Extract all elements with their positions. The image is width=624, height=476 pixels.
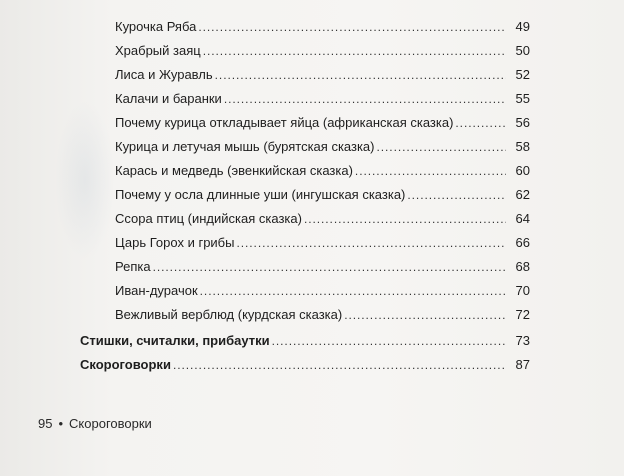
toc-dot-leader (377, 136, 507, 158)
toc-section-entry (80, 330, 530, 352)
toc-section-page: 73 (515, 333, 530, 348)
toc-dot-leader (203, 40, 506, 62)
toc-entry-title: Курочка Ряба (115, 19, 197, 34)
toc-entry (115, 40, 530, 62)
toc-dot-leader (407, 184, 506, 206)
toc-entry-title: Репка (115, 259, 151, 274)
toc-dot-leader (200, 280, 506, 302)
toc-section-title: Скороговорки (80, 357, 171, 372)
toc-entry-title: Лиса и Журавль (115, 67, 213, 82)
bleed-through-smudge (55, 100, 115, 260)
toc-entry-title: Ссора птиц (индийская сказка) (115, 211, 302, 226)
toc-dot-leader (224, 88, 506, 110)
footer-section-title: Скороговорки (69, 416, 152, 431)
toc-entry-title: Вежливый верблюд (курдская сказка) (115, 307, 343, 322)
toc-entry-page: 56 (515, 115, 530, 130)
toc-entry-title: Храбрый заяц (115, 43, 201, 58)
toc-entry (115, 160, 530, 182)
toc-entry (115, 232, 530, 254)
toc-entry-title: Карась и медведь (эвенкийская сказка) (115, 163, 353, 178)
toc-entry (115, 136, 530, 158)
toc-entry (115, 64, 530, 86)
footer-bullet: • (58, 416, 64, 431)
toc-section-entry (80, 354, 530, 376)
toc-entry-page: 58 (515, 139, 530, 154)
toc-entry-page: 62 (515, 187, 530, 202)
toc-entry-title: Царь Горох и грибы (115, 235, 235, 250)
footer-page-number: 95 (38, 416, 53, 431)
toc-entry-title: Почему курица откладывает яйца (африканская сказка) (115, 115, 454, 130)
toc-dot-leader (344, 304, 506, 326)
toc-dot-leader (198, 16, 506, 38)
toc-entry (115, 16, 530, 38)
toc-entry-title: Иван-дурачок (115, 283, 198, 298)
toc-entry (115, 280, 530, 302)
toc-entry-title: Калачи и баранки (115, 91, 222, 106)
running-footer (38, 414, 152, 434)
toc-entry-page: 64 (515, 211, 530, 226)
toc-entry (115, 184, 530, 206)
toc-section-title: Стишки, считалки, прибаутки (80, 333, 270, 348)
toc-entry-title: Курица и летучая мышь (бурятская сказка) (115, 139, 375, 154)
toc-entry-page: 49 (515, 19, 530, 34)
toc-dot-leader (304, 208, 506, 230)
toc-entry-page: 70 (515, 283, 530, 298)
toc-entry-page: 72 (515, 307, 530, 322)
toc-entry-page: 52 (515, 67, 530, 82)
toc-entry-page: 60 (515, 163, 530, 178)
toc-entry (115, 304, 530, 326)
toc-entry (115, 112, 530, 134)
toc-entry-page: 68 (515, 259, 530, 274)
toc-entry-title: Почему у осла длинные уши (ингушская сказка) (115, 187, 406, 202)
toc-entry (115, 208, 530, 230)
toc-dot-leader (236, 232, 506, 254)
toc-entry (115, 88, 530, 110)
toc-section-page: 87 (515, 357, 530, 372)
toc-entry-page: 66 (515, 235, 530, 250)
toc-dot-leader (355, 160, 506, 182)
toc-dot-leader (153, 256, 506, 278)
toc-entry-page: 55 (515, 91, 530, 106)
toc-dot-leader (455, 112, 506, 134)
toc-entry-page: 50 (515, 43, 530, 58)
toc-dot-leader (272, 330, 506, 352)
toc-dot-leader (173, 354, 506, 376)
toc-entry (115, 256, 530, 278)
toc-dot-leader (215, 64, 506, 86)
